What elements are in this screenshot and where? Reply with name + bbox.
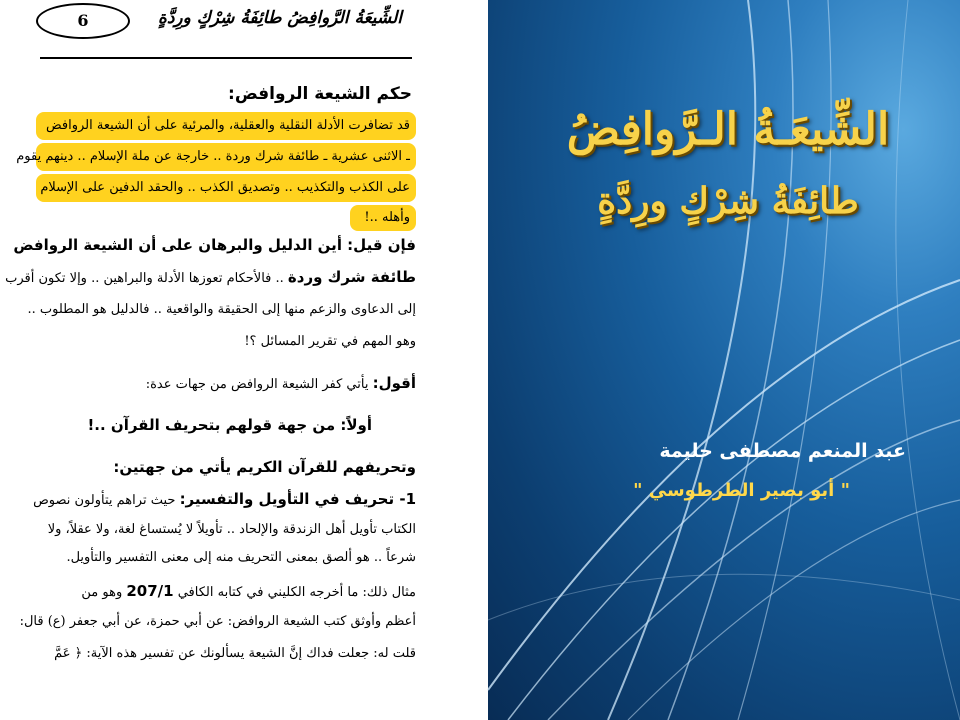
arc-line: [548, 420, 960, 720]
header-rule: [40, 57, 412, 59]
highlighted-line-2: ـ الاثنى عشرية ـ طائفة شرك وردة .. خارجة عن ملة الإسلام .. دينهم يقوم: [36, 143, 416, 171]
highlighted-line-3: على الكذب والتكذيب .. وتصديق الكذب .. والحقد الدفين على الإسلام: [36, 174, 416, 202]
question-line-3: إلى الدعاوى والزعم منها إلى الحقيقة والواقعية .. فالدليل هو المطلوب ..: [27, 302, 416, 317]
arc-line: [488, 574, 960, 620]
tahrif-heading: وتحريفهم للقرآن الكريم يأتي من جهتين:: [113, 458, 416, 476]
cover-title-line-2: طائِفَةُ شِرْكٍ ورِدَّةٍ: [597, 180, 859, 222]
question-line-1: فإن قيل: أين الدليل والبرهان على أن الشيعة الروافض: [13, 236, 416, 254]
first-point-heading: أولاً: من جهة قولهم بتحريف القرآن ..!: [87, 416, 372, 434]
page-gap: [480, 0, 488, 720]
arc-line: [508, 340, 960, 720]
question-line-2-rest: .. فالأحكام تعوزها الأدلة والبراهين .. وإلا تكون أقرب: [5, 271, 288, 286]
example-line-3: قلت له: جعلت فداك إنَّ الشيعة يسألونك عن تفسير هذه الآية: ﴿ عَمَّ: [54, 646, 416, 661]
section-title: حكم الشيعة الروافض:: [228, 84, 412, 104]
page-number-oval: [36, 3, 130, 39]
example-reference: 207/1: [126, 582, 174, 600]
running-header: الشِّيعَةُ الرَّوافِضُ طائِفَةُ شِرْكٍ ورِدَّةٍ: [157, 8, 402, 28]
answer-text: يأتي كفر الشيعة الروافض من جهات عدة:: [145, 377, 373, 392]
point1-line-3: شرعاً .. هو ألصق بمعنى التحريف منه إلى معنى التفسير والتأويل.: [66, 550, 416, 565]
question-line-4: وهو المهم في تقرير المسائل ؟!: [244, 334, 416, 349]
point1-text: حيث تراهم يتأولون نصوص: [33, 493, 180, 508]
point1-line-2: الكتاب تأويل أهل الزندقة والإلحاد .. تأويلاً لا يُستساغ لغة، ولا عقلاً، ولا: [47, 522, 416, 537]
author-name: عبد المنعم مصطفى حليمة: [659, 440, 906, 462]
example-line-1: [36, 582, 416, 600]
highlighted-line-1: قد تضافرت الأدلة النقلية والعقلية، والمرئية على أن الشيعة الروافض: [36, 112, 416, 140]
answer-line: [36, 374, 416, 392]
page-number: 6: [77, 11, 89, 30]
example-line-1b: وهو من: [81, 585, 127, 600]
example-line-2: أعظم وأوثق كتب الشيعة الروافض: عن أبي حمزة، عن أبي جعفر (ع) قال:: [19, 614, 416, 629]
author-kunya: " أبو بصير الطرطوسي ": [633, 480, 850, 501]
question-bold-phrase: طائفة شرك وردة: [287, 268, 416, 286]
book-cover: [488, 0, 960, 720]
cover-title-line-1: الشِّيعَـةُ الـرَّوافِضُ: [566, 104, 890, 155]
highlighted-line-4: وأهله ..!: [350, 205, 416, 231]
question-line-2: [5, 268, 416, 286]
answer-label: أقول:: [372, 374, 416, 392]
point1-label: 1- تحريف في التأويل والتفسير:: [179, 490, 416, 508]
arc-line: [628, 500, 960, 720]
example-line-1a: مثال ذلك: ما أخرجه الكليني في كتابه الكافي: [173, 585, 416, 600]
point1-line-1: [33, 490, 416, 508]
